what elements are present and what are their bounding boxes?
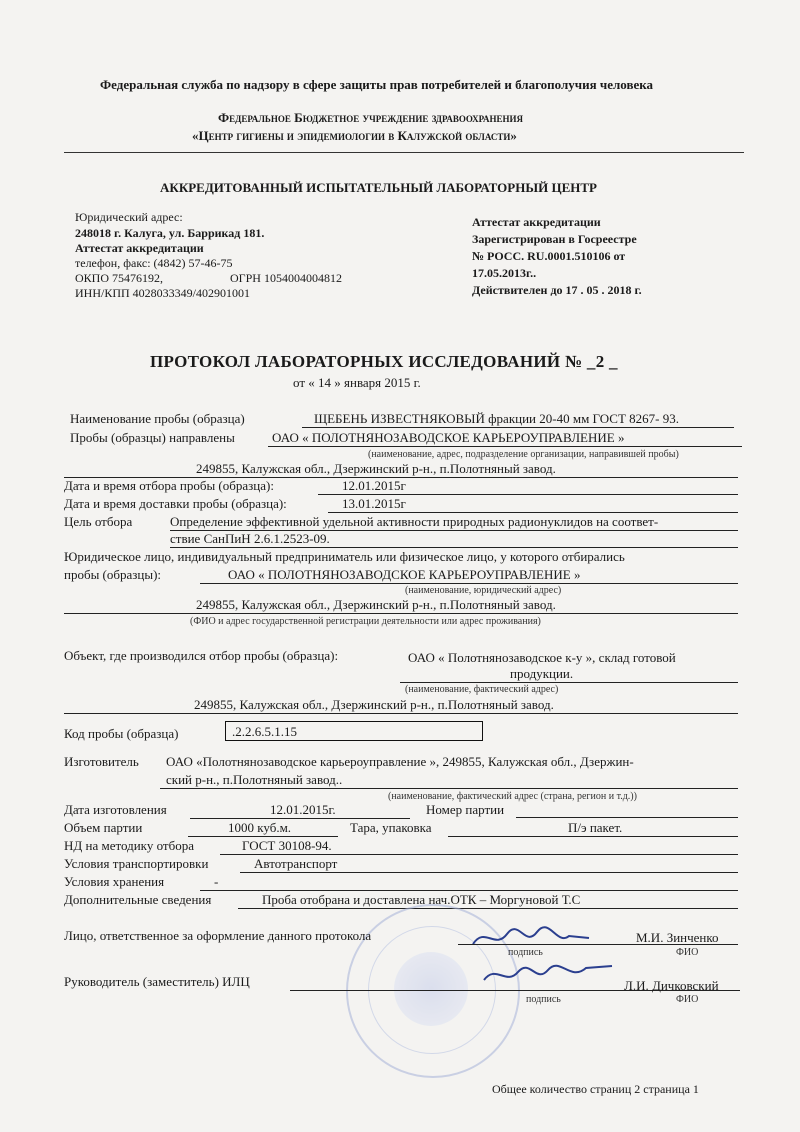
object-value-1: ОАО « Полотнянозаводское к-у », склад готовой — [408, 650, 676, 665]
purpose-label: Цель отбора — [64, 514, 133, 529]
extra-value: Проба отобрана и доставлена нач.ОТК – Моргуновой Т.С — [238, 892, 738, 909]
package-label: Тара, упаковка — [350, 820, 432, 835]
manufacture-date-value: 12.01.2015г. — [190, 802, 410, 819]
inn-kpp: ИНН/КПП 4028033349/402901001 — [75, 286, 251, 300]
entity-label-1: Юридическое лицо, индивидуальный предприниматель или физическое лицо, у которого отбирались — [64, 549, 625, 564]
purpose-value-1: Определение эффективной удельной активности природных радионуклидов на соответ- — [170, 514, 738, 531]
stamp-emblem — [394, 952, 468, 1026]
volume-value: 1000 куб.м. — [188, 820, 338, 837]
protocol-title: ПРОТОКОЛ ЛАБОРАТОРНЫХ ИССЛЕДОВАНИЙ № _2 _ — [150, 352, 618, 371]
ogrn: ОГРН 1054004004812 — [230, 271, 342, 285]
registry-line: Зарегистрирован в Госреестре — [472, 232, 637, 246]
code-label: Код пробы (образца) — [64, 726, 179, 741]
package-value: П/э пакет. — [448, 820, 738, 837]
sent-by-value: ОАО « ПОЛОТНЯНОЗАВОДСКОЕ КАРЬЕРОУПРАВЛЕНИЕ » — [268, 430, 742, 447]
institution-line1: Федеральное Бюджетное учреждение здравоохранения — [218, 110, 523, 125]
head-signature-hint: подпись — [526, 994, 561, 1005]
maker-hint: (наименование, фактический адрес (страна, регион и т.д.)) — [388, 791, 637, 802]
center-title: АККРЕДИТОВАННЫЙ ИСПЫТАТЕЛЬНЫЙ ЛАБОРАТОРНЫЙ ЦЕНТР — [160, 180, 597, 195]
transport-label: Условия транспортировки — [64, 856, 209, 871]
sent-by-hint: (наименование, адрес, подразделение организации, направившей пробы) — [368, 449, 679, 460]
entity-value: ОАО « ПОЛОТНЯНОЗАВОДСКОЕ КАРЬЕРОУПРАВЛЕНИЕ » — [200, 567, 738, 584]
batch-value-line — [516, 817, 738, 818]
page-count: Общее количество страниц 2 страница 1 — [492, 1082, 699, 1096]
delivery-date-value: 13.01.2015г — [328, 496, 738, 513]
volume-label: Объем партии — [64, 820, 143, 835]
extra-label: Дополнительные сведения — [64, 892, 212, 907]
sampling-date-value: 12.01.2015г — [318, 478, 738, 495]
delivery-date-label: Дата и время доставки пробы (образца): — [64, 496, 287, 511]
okpo: ОКПО 75476192, — [75, 271, 164, 285]
storage-value: - — [200, 874, 738, 891]
responsible-name: М.И. Зинченко — [636, 930, 719, 945]
object-hint: (наименование, фактический адрес) — [405, 684, 559, 695]
batch-label: Номер партии — [426, 802, 505, 817]
maker-value-1: ОАО «Полотнянозаводское карьероуправление », 249855, Калужская обл., Дзержин- — [166, 754, 634, 769]
transport-value: Автотранспорт — [240, 856, 738, 873]
maker-value-2: ский р-н., п.Полотняный завод.. — [160, 772, 738, 789]
accreditation-label: Аттестат аккредитации — [75, 241, 204, 255]
legal-address: 248018 г. Калуга, ул. Баррикад 181. — [75, 226, 265, 240]
purpose-value-2: ствие СанПиН 2.6.1.2523-09. — [170, 531, 738, 548]
responsible-fio-hint: ФИО — [676, 947, 699, 958]
head-fio-hint: ФИО — [676, 994, 699, 1005]
sample-name-label: Наименование пробы (образца) — [70, 411, 245, 426]
entity-label-2: пробы (образцы): — [64, 567, 162, 582]
sampling-date-label: Дата и время отбора пробы (образца): — [64, 478, 274, 493]
maker-label: Изготовитель — [64, 754, 139, 769]
method-label: НД на методику отбора — [64, 838, 194, 853]
registry-number: № РОСС. RU.0001.510106 от — [472, 249, 626, 263]
valid-until: Действителен до 17 . 05 . 2018 г. — [472, 283, 642, 297]
head-name: Л.И. Дичковский — [624, 978, 719, 993]
manufacture-date-label: Дата изготовления — [64, 802, 167, 817]
code-value: .2.2.6.5.1.15 — [225, 721, 483, 741]
agency-name: Федеральная служба по надзору в сфере защиты прав потребителей и благополучия человека — [100, 77, 654, 92]
responsible-signature-hint: подпись — [508, 947, 543, 958]
legal-address-label: Юридический адрес: — [75, 210, 183, 224]
entity-hint-2: (ФИО и адрес государственной регистрации деятельности или адрес проживания) — [190, 616, 541, 627]
entity-hint: (наименование, юридический адрес) — [405, 585, 562, 596]
phone: телефон, факс: (4842) 57-46-75 — [75, 256, 233, 270]
storage-label: Условия хранения — [64, 874, 165, 889]
sample-name-value: ЩЕБЕНЬ ИЗВЕСТНЯКОВЫЙ фракции 20-40 мм ГОСТ 8267- 93. — [302, 411, 734, 428]
object-label: Объект, где производился отбор пробы (образца): — [64, 648, 339, 663]
head-label: Руководитель (заместитель) ИЛЦ — [64, 974, 250, 989]
head-signature — [478, 954, 618, 994]
object-address: 249855, Калужская обл., Дзержинский р-н., п.Полотняный завод. — [64, 697, 738, 714]
accreditation-title: Аттестат аккредитации — [472, 215, 601, 229]
object-value-2: продукции. — [400, 666, 738, 683]
protocol-date: от « 14 » января 2015 г. — [293, 375, 421, 390]
method-value: ГОСТ 30108-94. — [220, 838, 738, 855]
registry-date: 17.05.2013г.. — [472, 266, 537, 280]
sent-by-address: 249855, Калужская обл., Дзержинский р-н., п.Полотняный завод. — [64, 461, 738, 478]
responsible-label: Лицо, ответственное за оформление данного протокола — [64, 928, 372, 943]
header-divider — [64, 152, 744, 153]
entity-address: 249855, Калужская обл., Дзержинский р-н., п.Полотняный завод. — [64, 597, 738, 614]
sent-by-label: Пробы (образцы) направлены — [70, 430, 235, 445]
institution-line2: «Центр гигиены и эпидемиологии в Калужской области» — [192, 128, 517, 143]
